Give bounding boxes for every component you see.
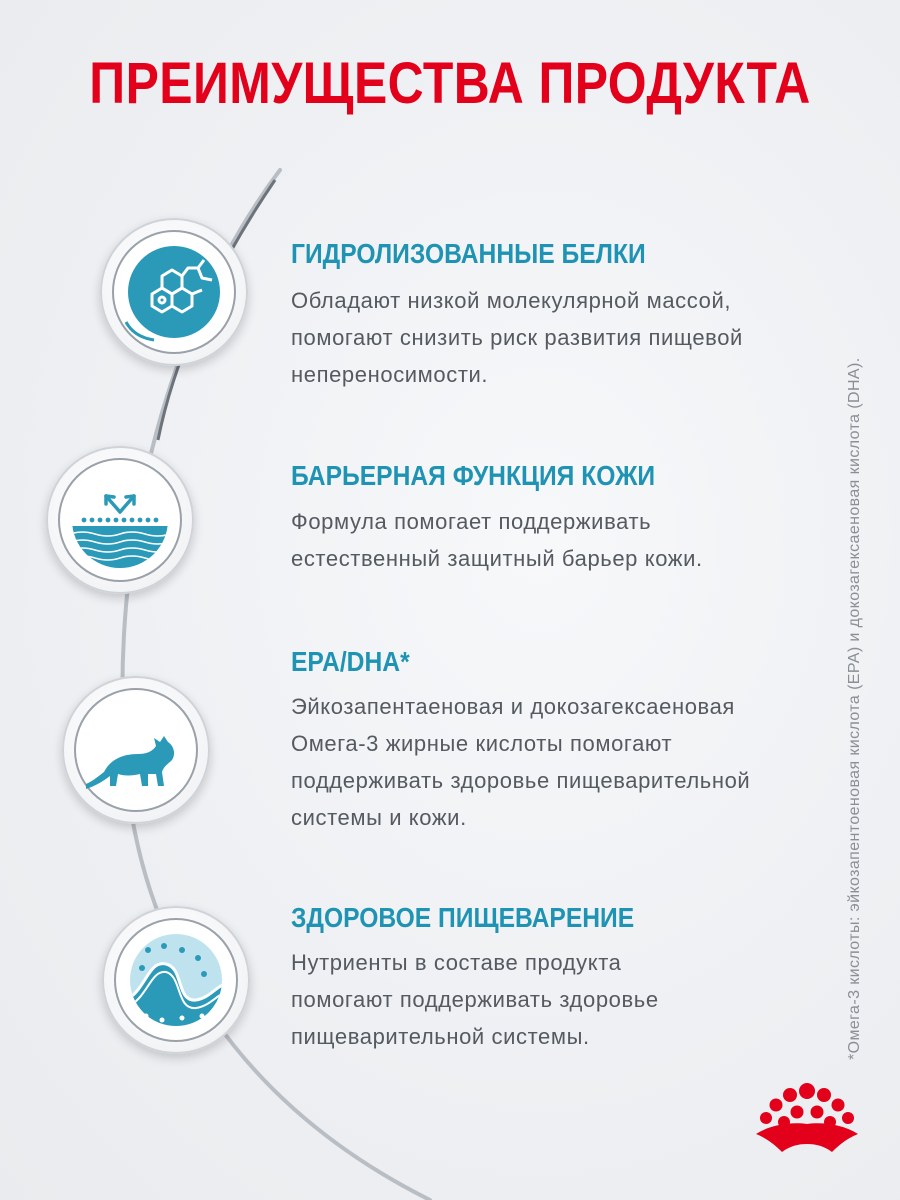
skin-barrier-icon xyxy=(70,470,170,570)
page-title: ПРЕИМУЩЕСТВА ПРОДУКТА xyxy=(89,51,811,116)
feature-title: БАРЬЕРНАЯ ФУНКЦИЯ КОЖИ xyxy=(291,460,656,491)
description-line: Эйкозапентаеновая и докозагексаеновая xyxy=(291,694,735,719)
cat-icon-badge xyxy=(62,676,210,824)
digestion-icon xyxy=(126,930,226,1030)
feature-description xyxy=(291,688,851,836)
feature-description xyxy=(291,503,851,577)
description-line: Формула помогает поддерживать xyxy=(291,509,652,534)
description-line: системы и кожи. xyxy=(291,805,467,830)
description-line: пищеварительной системы. xyxy=(291,1024,590,1049)
cat-icon xyxy=(86,700,186,800)
feature-title: ЗДОРОВОЕ ПИЩЕВАРЕНИЕ xyxy=(291,902,635,933)
molecule-icon xyxy=(124,242,224,342)
footnote: *Омега-3 кислоты: эйкозапентоеновая кислота (EPA) и докозагексаеновая кислота (DHA). xyxy=(846,357,863,1060)
skin-barrier-icon-badge xyxy=(46,446,194,594)
feature-title: EPA/DHA* xyxy=(291,646,410,677)
description-line: поддерживать здоровье пищеварительной xyxy=(291,768,751,793)
description-line: непереносимости. xyxy=(291,362,489,387)
feature-description xyxy=(291,282,851,393)
feature-title: ГИДРОЛИЗОВАННЫЕ БЕЛКИ xyxy=(291,238,646,269)
description-line: помогают снизить риск развития пищевой xyxy=(291,325,743,350)
royal-canin-crown-icon xyxy=(752,1082,862,1162)
feature-description xyxy=(291,944,851,1055)
description-line: Обладают низкой молекулярной массой, xyxy=(291,288,732,313)
description-line: помогают поддерживать здоровье xyxy=(291,987,659,1012)
description-line: естественный защитный барьер кожи. xyxy=(291,546,703,571)
molecule-icon-badge xyxy=(100,218,248,366)
description-line: Нутриенты в составе продукта xyxy=(291,950,622,975)
digestion-icon-badge xyxy=(102,906,250,1054)
description-line: Омега-3 жирные кислоты помогают xyxy=(291,731,673,756)
